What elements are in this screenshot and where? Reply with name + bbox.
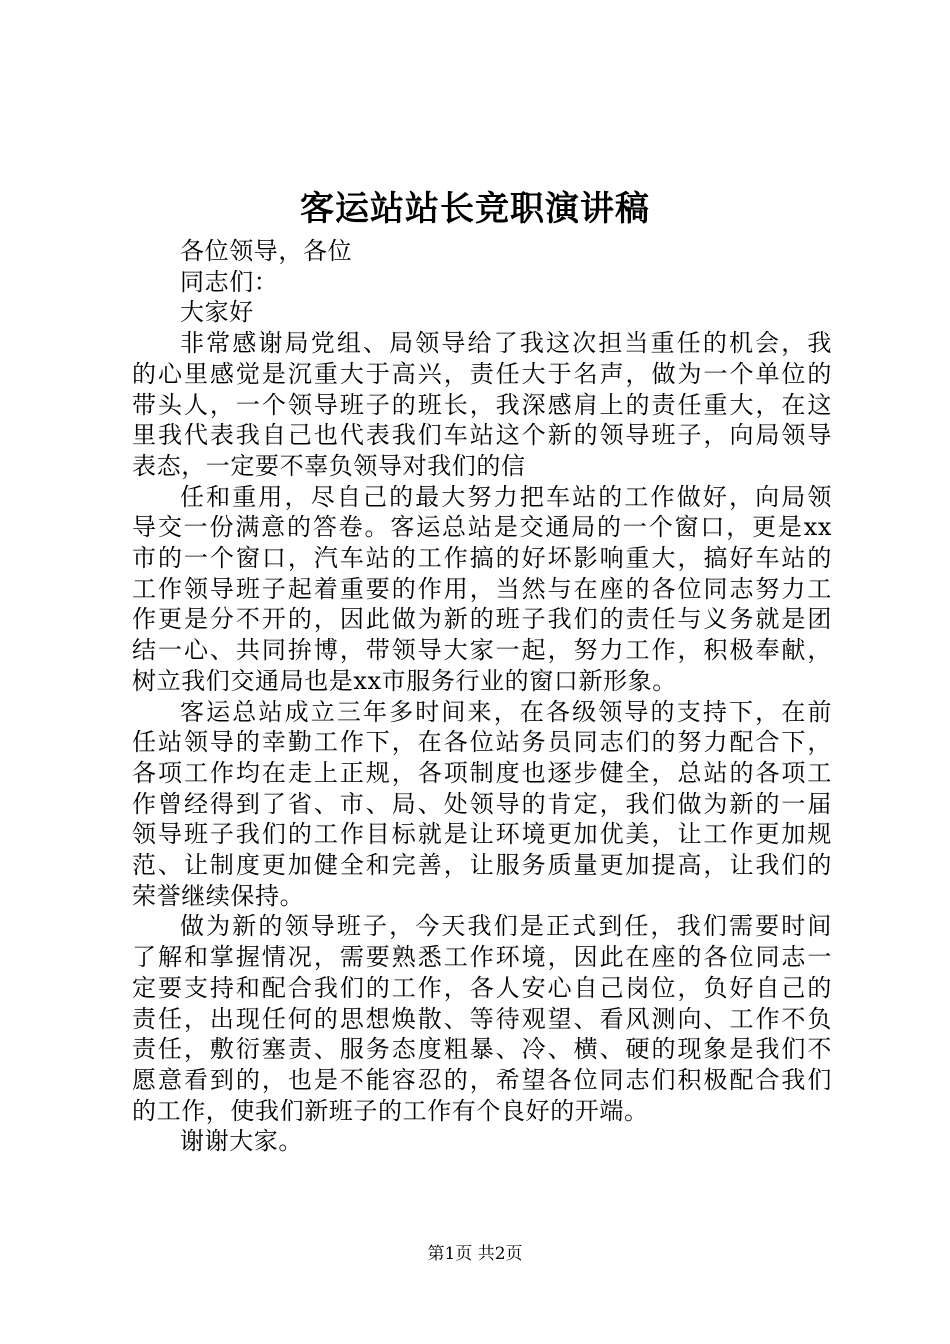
text-line: 结一心、共同拚博，带领导大家一起，努力工作，积极奉献， [132, 636, 832, 665]
text-line: 领导班子我们的工作目标就是让环境更加优美，让工作更加规 [132, 820, 832, 849]
text-line: 谢谢大家。 [180, 1127, 303, 1156]
text-line: 的心里感觉是沉重大于高兴，责任大于名声，做为一个单位的 [132, 359, 832, 388]
document-title: 客运站站长竞职演讲稿 [300, 189, 650, 229]
text-line: 非常感谢局党组、局领导给了我这次担当重任的机会，我 [180, 329, 832, 358]
text-line: 大家好 [180, 298, 254, 327]
text-line: 任站领导的幸勤工作下，在各位站务员同志们的努力配合下， [132, 728, 832, 757]
text-line: 了解和掌握情况，需要熟悉工作环境，因此在座的各位同志一 [132, 943, 832, 972]
text-line: 任和重用，尽自己的最大努力把车站的工作做好，向局领 [180, 482, 832, 511]
text-line: 树立我们交通局也是xx市服务行业的窗口新形象。 [132, 666, 677, 695]
text-line: 作更是分不开的，因此做为新的班子我们的责任与义务就是团 [132, 605, 832, 634]
text-line: 带头人，一个领导班子的班长，我深感肩上的责任重大，在这 [132, 390, 832, 419]
text-line: 各位领导，各位 [180, 237, 353, 265]
text-line: 作曾经得到了省、市、局、处领导的肯定，我们做为新的一届 [132, 789, 832, 818]
text-line: 范、让制度更加健全和完善，让服务质量更加提高，让我们的 [132, 851, 832, 880]
text-line: 导交一份满意的答卷。客运总站是交通局的一个窗口，更是xx [132, 513, 832, 542]
text-line: 市的一个窗口，汽车站的工作搞的好坏影响重大，搞好车站的 [132, 544, 832, 573]
text-line: 荣誉继续保持。 [132, 881, 305, 910]
text-line: 客运总站成立三年多时间来，在各级领导的支持下，在前 [180, 697, 832, 726]
text-line: 的工作，使我们新班子的工作有个良好的开端。 [132, 1096, 649, 1125]
text-line: 责任，敷衍塞责、服务态度粗暴、冷、横、硬的现象是我们不 [132, 1035, 832, 1064]
text-line: 同志们： [180, 267, 279, 296]
text-line: 工作领导班子起着重要的作用，当然与在座的各位同志努力工 [132, 574, 832, 603]
text-line: 各项工作均在走上正规，各项制度也逐步健全，总站的各项工 [132, 758, 832, 787]
text-line: 表态，一定要不辜负领导对我们的信 [132, 451, 526, 480]
text-line: 做为新的领导班子，今天我们是正式到任，我们需要时间 [180, 912, 832, 941]
text-line: 愿意看到的，也是不能容忍的，希望各位同志们积极配合我们 [132, 1065, 832, 1094]
text-line: 里我代表我自己也代表我们车站这个新的领导班子，向局领导 [132, 421, 832, 450]
text-line: 责任，出现任何的思想焕散、等待观望、看风测向、工作不负 [132, 1004, 832, 1033]
document-body [132, 236, 832, 1157]
text-line: 定要支持和配合我们的工作，各人安心自己岗位，负好自己的 [132, 973, 832, 1002]
page-number: 第1页 共2页 [427, 1244, 523, 1264]
